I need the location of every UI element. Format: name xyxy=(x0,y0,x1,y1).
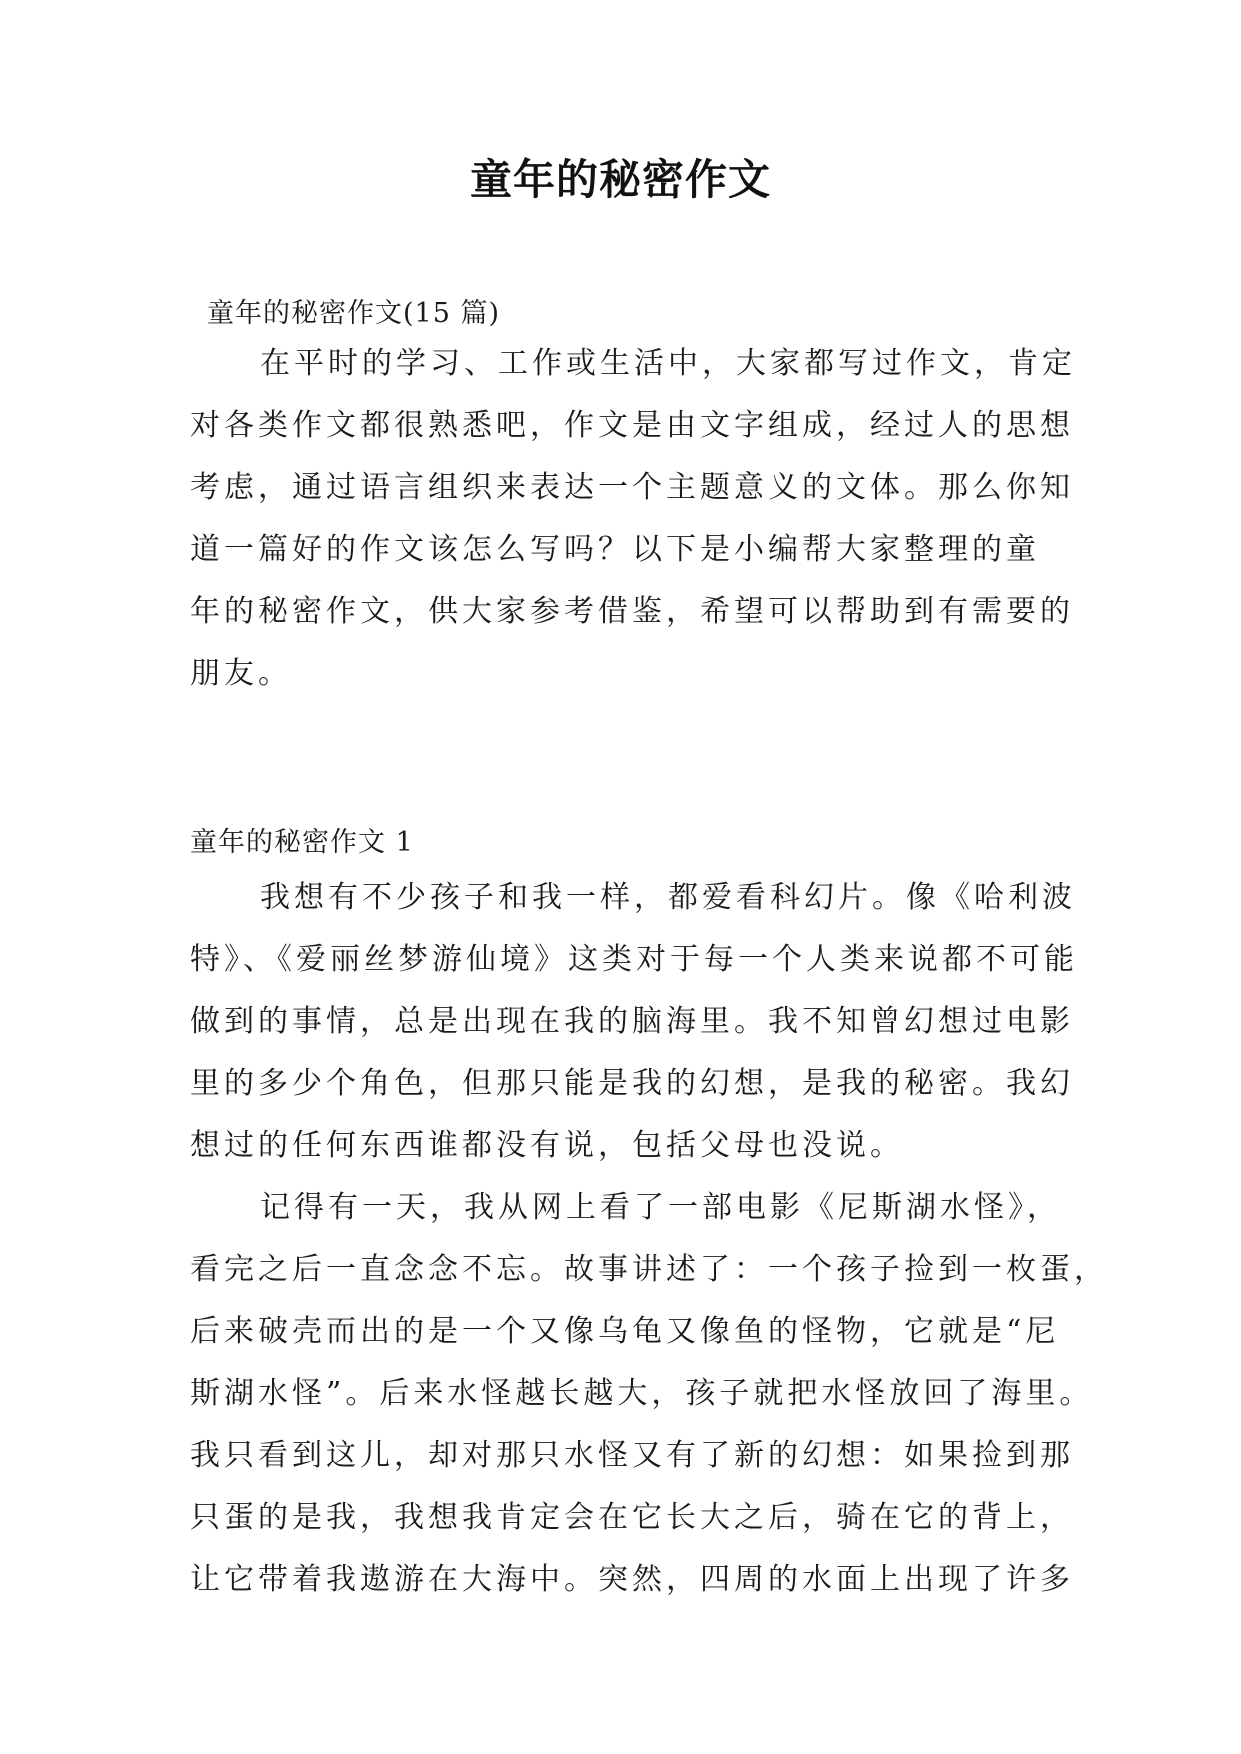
paragraph-line: 里的多少个角色，但那只能是我的幻想，是我的秘密。我幻 xyxy=(190,1066,1074,1101)
intro-paragraph xyxy=(190,333,1076,705)
intro-line: 道一篇好的作文该怎么写吗？以下是小编帮大家整理的童 xyxy=(190,532,1040,567)
intro-line: 在平时的学习、工作或生活中，大家都写过作文，肯定 xyxy=(260,346,1076,381)
paragraph-line: 特》、《爱丽丝梦游仙境》这类对于每一个人类来说都不可能 xyxy=(190,942,1078,977)
intro-line: 考虑，通过语言组织来表达一个主题意义的文体。那么你知 xyxy=(190,470,1074,505)
paragraph-line: 只蛋的是我，我想我肯定会在它长大之后，骑在它的背上， xyxy=(190,1500,1074,1535)
section-heading: 童年的秘密作文 1 xyxy=(190,827,414,858)
intro-line: 年的秘密作文，供大家参考借鉴，希望可以帮助到有需要的 xyxy=(190,594,1074,629)
essay-paragraph-1 xyxy=(190,867,1078,1177)
paragraph-line: 后来破壳而出的是一个又像乌龟又像鱼的怪物，它就是“尼 xyxy=(190,1314,1060,1349)
intro-line: 朋友。 xyxy=(190,656,292,691)
document-title: 童年的秘密作文 xyxy=(469,155,771,204)
essay-paragraph-2 xyxy=(190,1177,1108,1611)
paragraph-line: 我只看到这儿，却对那只水怪又有了新的幻想：如果捡到那 xyxy=(190,1438,1074,1473)
intro-line: 对各类作文都很熟悉吧，作文是由文字组成，经过人的思想 xyxy=(190,408,1074,443)
paragraph-line: 想过的任何东西谁都没有说，包括父母也没说。 xyxy=(190,1128,904,1163)
paragraph-line: 让它带着我遨游在大海中。突然，四周的水面上出现了许多 xyxy=(190,1562,1074,1597)
paragraph-line: 我想有不少孩子和我一样，都爱看科幻片。像《哈利波 xyxy=(260,880,1076,915)
paragraph-line: 记得有一天，我从网上看了一部电影《尼斯湖水怪》， xyxy=(260,1190,1061,1225)
paragraph-line: 斯湖水怪”。后来水怪越长越大，孩子就把水怪放回了海里。 xyxy=(190,1376,1094,1411)
document-subtitle: 童年的秘密作文(15 篇) xyxy=(207,298,501,329)
paragraph-line: 看完之后一直念念不忘。故事讲述了：一个孩子捡到一枚蛋， xyxy=(190,1252,1108,1287)
paragraph-line: 做到的事情，总是出现在我的脑海里。我不知曾幻想过电影 xyxy=(190,1004,1074,1039)
